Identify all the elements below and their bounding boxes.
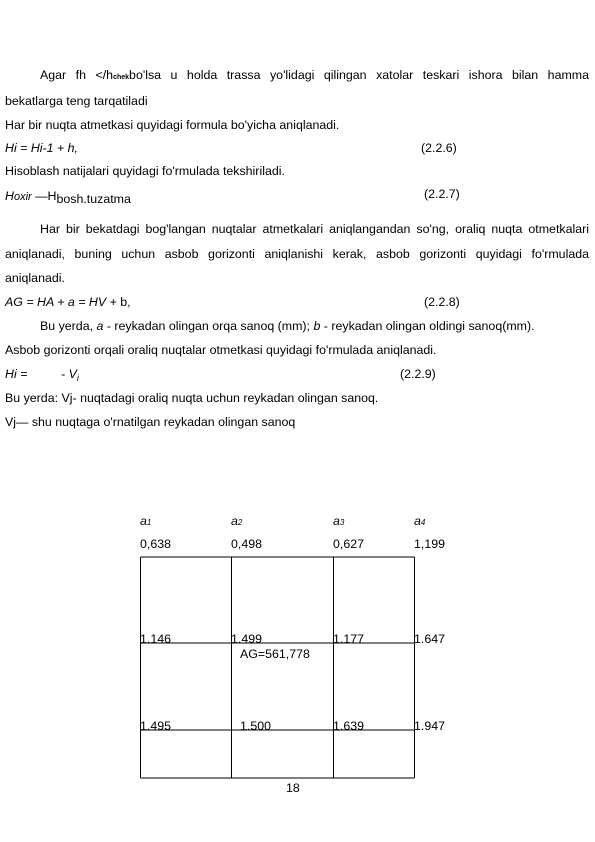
formula-number-2-2-7: (2.2.7): [424, 187, 460, 201]
row1-cell-3: 0,627: [333, 537, 365, 551]
row1-cell-1: 0,638: [140, 537, 172, 551]
header-subscript: 1: [146, 518, 152, 527]
header-subscript: 4: [420, 518, 426, 527]
text-span: b: [313, 319, 321, 333]
row2-cell-3: 1.177: [333, 632, 365, 646]
text-span: + b,: [106, 295, 131, 309]
row2-cell-1: 1.146: [140, 632, 172, 646]
formula-number-2-2-9: (2.2.9): [400, 367, 436, 381]
text-span: tuzatma: [86, 192, 131, 206]
paragraph-2: Har bir nuqta atmetkasi quyidagi formula bo'yicha aniqlanadi.: [5, 118, 340, 132]
paragraph-6: Asbob gorizonti orqali oraliq nuqtalar otmetkasi quyidagi fo'rmulada aniqlanadi.: [5, 343, 437, 357]
text-span: AG = HA + a = HV: [5, 295, 107, 309]
header-letter: a: [231, 514, 238, 528]
ag-label: AG=561,778: [240, 647, 310, 661]
row3-cell-4: 1.947: [414, 719, 446, 733]
subscript: i: [76, 373, 79, 383]
header-subscript: 2: [237, 518, 243, 527]
row1-cell-2: 0,498: [231, 537, 263, 551]
header-letter: a: [333, 514, 340, 528]
text-span: - reykadan olingan oldingi sanoq(mm).: [320, 319, 535, 333]
formula-number-2-2-6: (2.2.6): [421, 141, 457, 155]
subscript: bosh.: [56, 192, 87, 206]
header-letter: a: [140, 514, 147, 528]
row2-cell-4: 1.647: [414, 632, 446, 646]
text-span: Agar fh </h: [40, 68, 114, 82]
paragraph-1-line-2: bekatlarga teng tarqatiladi: [5, 94, 148, 108]
subscript: chek: [113, 74, 130, 81]
text-span: a: [96, 319, 104, 333]
paragraph-4-line-2: aniqlanadi, buning uchun asbob gorizonti aniqlanishi kerak, asbob gorizonti quyidagi fo'rmulada: [5, 247, 589, 261]
text-span: H: [5, 189, 14, 203]
text-span: - V: [61, 367, 77, 381]
text-span: Bu yerda,: [40, 319, 97, 333]
row3-cell-1: 1.495: [140, 719, 172, 733]
row3-cell-2: 1.500: [240, 719, 272, 733]
formula-2-2-9-left: Hi =: [5, 367, 28, 381]
row1-cell-4: 1,199: [414, 537, 446, 551]
header-letter: a: [414, 514, 421, 528]
paragraph-3: Hisoblash natijalari quyidagi fo'rmulada tekshiriladi.: [5, 164, 285, 178]
header-subscript: 3: [339, 518, 345, 527]
subscript: oxir: [13, 191, 32, 203]
paragraph-4-line-3: aniqlanadi.: [5, 271, 65, 285]
row2-cell-2: 1.499: [231, 632, 263, 646]
text-span: bo'lsa u holda trassa yo'lidagi qilingan xatolar teskari ishora bilan hamma: [129, 68, 589, 82]
paragraph-7: Bu yerda: Vj- nuqtadagi oraliq nuqta uchun reykadan olingan sanoq.: [5, 391, 379, 405]
text-span: - reykadan olingan orqa sanoq (mm);: [103, 319, 314, 333]
paragraph-4-line-1: Har bir bekatdagi bog'langan nuqtalar atmetkalari aniqlangandan so'ng, oraliq nuqta otmetkalari: [40, 222, 589, 236]
formula-number-2-2-8: (2.2.8): [424, 295, 460, 309]
page-number: 18: [286, 781, 300, 795]
text-span: —H: [31, 189, 57, 203]
formula-2-2-6: Hi = Hi-1 + h,: [5, 141, 78, 155]
row3-cell-3: 1.639: [333, 719, 365, 733]
paragraph-8: Vj— shu nuqtaga o'rnatilgan reykadan olingan sanoq: [5, 415, 296, 429]
